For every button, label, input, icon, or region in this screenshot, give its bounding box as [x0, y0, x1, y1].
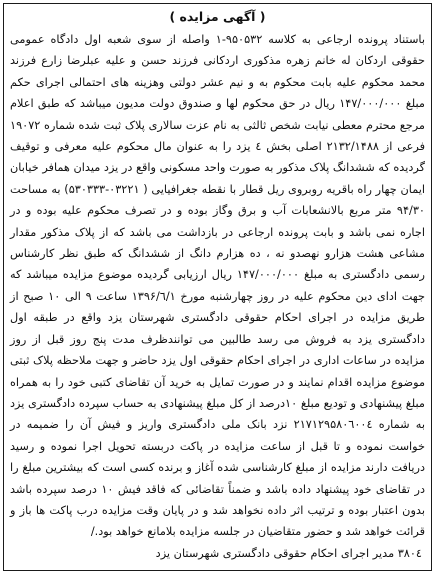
- auction-notice: [7, 6, 428, 568]
- notice-title: ( آگهی مزایده ): [169, 9, 266, 24]
- notice-body: باستناد پرونده ارجاعی به کلاسه ۹۵۰۵۳۲-۱ واصله از سوی شعبه اول دادگاه عمومی حقوقی اردکان له خانم زهره مذکوری اردکانی فرزند حسن و علیه عبلرضا زارع فرزند محمد محکوم علیه بابت محکوم به و نیم عشر دولتی وهزینه های احتمالی اجرای حکم مبلغ ۱۴۷/۰۰۰/۰۰۰ ریال در حق محکوم لها و صندوق دولت مدیون میباشد که طبق اعلام مرجع محترم معطی نیابت شخص ثالثی به نام عزت سالاری پلاک ثبت شده شماره ۱۹۰۷۲ فرعی از ۲۱۳۲/۱۴۸۸ اصلی بخش ٤ یزد را به عنوان مال محکوم علیه معرفی و توقیف گردیده که ششدانگ پلاک مذکور به صورت واحد مسکونی واقع در یزد میدان همافر خیابان ایمان چهار راه باقریه روبروی ریل قطار با نقطه جغرافیایی ( ۰۳۲۲۱-۵۳۰۳۳۳) به مساحت ۹۴/۳۰ متر مربع بالانشعابات آب و برق وگاز بوده و در تصرف محکوم علیه بوده و در اجاره نمی باشد و بابت پرونده ارجاعی در بازداشت می باشد که از پلاک مذکور مقدار مشاعی هشت هزارو نهصدو نه ، ده هزارم دانگ از ششدانگ که طبق نظر کارشناس رسمی دادگستری به مبلغ ۱۴۷/۰۰۰/۰۰۰ ریال ارزیابی گردیده موضوع مزایده میباشد که جهت ادای دین محکوم علیه در روز چهارشنبه مورخ ۱۳۹۶/٦/۱ ساعت ۹ الی ۱۰ صبح از طریق مزایده در اجرای احکام حقوقی دادگستری شهرستان یزد واقع در طبقه اول دادگستری یزد به فروش می رسد طالبین می توانندظرف مدت پنج روز قبل از روز مزایده در ساعات اداری در اجرای احکام حقوقی اول یزد حاضر و جهت ملاحظه پلاک ثبتی موضوع مزایده اقدام نمایند و در صورت تمایل به خرید آن تقاضای کتبی خود را به همراه مبلغ پیشنهادی و تودیع مبلغ ۱۰درصد از کل مبلغ پیشنهادی به حساب سپرده دادگستری یزد به شماره ۲۱۷۱۲۹۵۸۰٦۰۰٤ نزد بانک ملی دادگستری واریز و فیش آن را ضمیمه در خواست نموده و تا قبل از ساعت مزایده در پاکت دربسته تحویل اجرا نموده و رسید دریافت دارند مزایده از مبلغ کارشناسی شده آغاز و برنده کسی است که بیشترین مبلغ را در تقاضای خود پیشنهاد داده باشد و ضمناً تقاضائی که فاقد فیش ۱۰ درصد سپرده باشد بدون اعتبار بوده و ترتیب اثر داده نخواهد شد و در پایان وقت مزایده درب پاکت ها باز و قرائت خواهد شد و حضور متقاضیان در جلسه مزایده بلامانع خواهد بود./: [10, 33, 426, 539]
- notice-signature: ۳۸۰٤ مدیر اجرای احکام حقوقی دادگستری شهرستان یزد: [155, 547, 422, 560]
